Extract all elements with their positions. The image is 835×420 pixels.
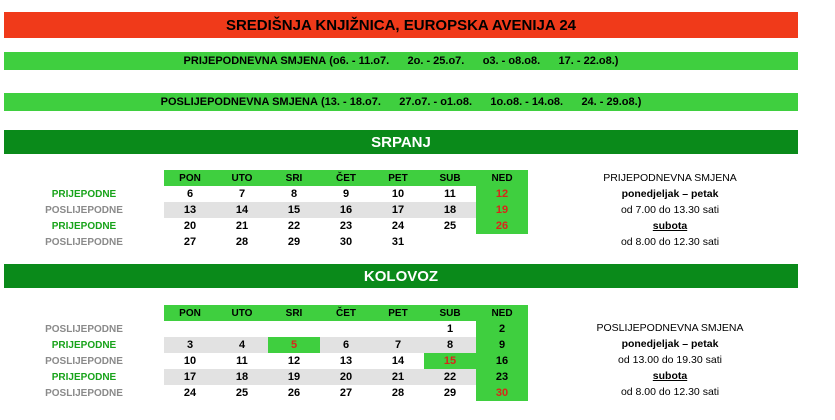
day-cell: 10: [183, 355, 197, 367]
am-shift-label: PRIJEPODNEVNA SMJENA: [183, 55, 327, 67]
day-cell: 2: [476, 321, 528, 337]
day-cell: 24: [391, 220, 405, 232]
shift-label: PRIJEPODNE: [51, 371, 117, 383]
day-cell: 20: [183, 220, 197, 232]
day-cell: 27: [183, 236, 197, 248]
day-cell-empty: [216, 321, 268, 337]
hours-info-august: [570, 320, 770, 400]
weekday-tue: UTO: [216, 170, 268, 186]
day-cell: 25: [235, 387, 249, 399]
week-row: [4, 369, 528, 385]
shift-label: POSLIJEPODNE: [45, 236, 123, 248]
info-weekdays-hours: od 7.00 do 13.30 sati: [620, 204, 720, 216]
day-cell: 3: [164, 337, 216, 353]
day-cell: 22: [287, 220, 301, 232]
day-cell: 11: [444, 188, 456, 200]
am-period-1: (o6. - 11.o7.: [329, 55, 390, 67]
day-cell-empty: [320, 321, 372, 337]
info-weekdays-label: ponedjeljak – petak: [621, 338, 719, 350]
weekday-fri: PET: [372, 170, 424, 186]
week-row: [4, 234, 528, 250]
day-cell: 29: [443, 387, 457, 399]
day-cell: 18: [424, 202, 476, 218]
week-row: [4, 385, 528, 401]
day-cell: 11: [236, 355, 248, 367]
weekday-thu: ČET: [320, 305, 372, 321]
info-weekdays-label: ponedjeljak – petak: [621, 188, 719, 200]
week-row: [4, 202, 528, 218]
day-cell: 9: [476, 337, 528, 353]
day-cell: 9: [342, 188, 350, 200]
day-cell: 8: [424, 337, 476, 353]
day-cell-empty: [268, 321, 320, 337]
am-period-2: 2o. - 25.o7.: [407, 55, 465, 67]
week-row: [4, 353, 528, 369]
day-cell: 4: [216, 337, 268, 353]
week-row: [4, 321, 528, 337]
page-title: SREDIŠNJA KNJIŽNICA, EUROPSKA AVENIJA 24: [4, 12, 798, 38]
day-cell-empty: [476, 234, 528, 250]
corner-cell: [4, 170, 164, 186]
shift-label: POSLIJEPODNE: [45, 204, 123, 216]
day-cell: 10: [391, 188, 405, 200]
shift-label: PRIJEPODNE: [51, 339, 117, 351]
shift-label: POSLIJEPODNE: [45, 323, 123, 335]
day-cell: 25: [443, 220, 457, 232]
day-cell: 19: [268, 369, 320, 385]
day-cell: 20: [320, 369, 372, 385]
info-weekdays-hours: od 13.00 do 19.30 sati: [618, 354, 722, 366]
weekday-tue: UTO: [216, 305, 268, 321]
shift-label: POSLIJEPODNE: [45, 387, 123, 399]
info-saturday-hours: od 8.00 do 12.30 sati: [620, 386, 720, 398]
day-cell: 16: [320, 202, 372, 218]
day-cell-closed: 12: [476, 186, 528, 202]
weekday-wed: SRI: [268, 170, 320, 186]
pm-shift-banner: [4, 93, 798, 111]
week-row: [4, 186, 528, 202]
month-header-july: SRPANJ: [4, 130, 798, 154]
shift-label: PRIJEPODNE: [51, 220, 117, 232]
weekday-header-row: [4, 170, 528, 186]
day-cell: 22: [424, 369, 476, 385]
corner-cell: [4, 305, 164, 321]
weekday-wed: SRI: [268, 305, 320, 321]
day-cell-closed: 26: [476, 218, 528, 234]
day-cell: 16: [476, 353, 528, 369]
day-cell: 13: [339, 355, 353, 367]
info-heading: PRIJEPODNEVNA SMJENA: [603, 172, 737, 184]
weekday-sat: SUB: [424, 305, 476, 321]
day-cell: 13: [164, 202, 216, 218]
weekday-mon: PON: [164, 305, 216, 321]
calendar-august: [4, 305, 528, 401]
day-cell: 8: [290, 188, 298, 200]
pm-period-4: 24. - 29.o8.): [581, 96, 642, 108]
week-row: [4, 337, 528, 353]
info-saturday-label: subota: [652, 370, 688, 382]
weekday-fri: PET: [372, 305, 424, 321]
day-cell: 14: [391, 355, 405, 367]
day-cell: 18: [216, 369, 268, 385]
weekday-sat: SUB: [424, 170, 476, 186]
day-cell: 21: [235, 220, 249, 232]
day-cell: 29: [287, 236, 301, 248]
day-cell: 14: [216, 202, 268, 218]
week-row: [4, 218, 528, 234]
day-cell: 31: [391, 236, 405, 248]
weekday-mon: PON: [164, 170, 216, 186]
day-cell: 27: [339, 387, 353, 399]
day-cell: 6: [186, 188, 194, 200]
day-cell: 6: [320, 337, 372, 353]
day-cell: 7: [372, 337, 424, 353]
info-saturday-label: subota: [652, 220, 688, 232]
shift-label: POSLIJEPODNE: [45, 355, 123, 367]
shift-label: PRIJEPODNE: [51, 188, 117, 200]
pm-period-2: 27.o7. - o1.o8.: [399, 96, 472, 108]
info-heading: POSLIJEPODNEVNA SMJENA: [596, 322, 744, 334]
day-cell-empty: [424, 234, 476, 250]
day-cell: 15: [268, 202, 320, 218]
day-cell-holiday: 5: [268, 337, 320, 353]
pm-shift-label: POSLIJEPODNEVNA SMJENA: [160, 96, 318, 108]
weekday-header-row: [4, 305, 528, 321]
day-cell: 17: [164, 369, 216, 385]
weekday-thu: ČET: [320, 170, 372, 186]
day-cell: 23: [339, 220, 353, 232]
am-shift-banner: [4, 52, 798, 70]
month-header-august: KOLOVOZ: [4, 264, 798, 288]
day-cell: 28: [391, 387, 405, 399]
hours-info-july: [570, 170, 770, 250]
day-cell: 28: [235, 236, 249, 248]
pm-period-1: (13. - 18.o7.: [320, 96, 381, 108]
day-cell: 1: [446, 323, 454, 335]
day-cell: 26: [287, 387, 301, 399]
calendar-july: [4, 170, 528, 250]
info-saturday-hours: od 8.00 do 12.30 sati: [620, 236, 720, 248]
day-cell: 24: [183, 387, 197, 399]
day-cell-closed: 30: [476, 385, 528, 401]
day-cell-empty: [164, 321, 216, 337]
day-cell: 21: [372, 369, 424, 385]
day-cell-holiday: 15: [424, 353, 476, 369]
day-cell: 17: [372, 202, 424, 218]
am-period-4: 17. - 22.o8.): [558, 55, 619, 67]
am-period-3: o3. - o8.o8.: [482, 55, 541, 67]
day-cell-empty: [372, 321, 424, 337]
weekday-sun: NED: [476, 170, 528, 186]
pm-period-3: 1o.o8. - 14.o8.: [490, 96, 564, 108]
day-cell: 12: [287, 355, 301, 367]
weekday-sun: NED: [476, 305, 528, 321]
day-cell-closed: 19: [476, 202, 528, 218]
day-cell: 7: [238, 188, 246, 200]
day-cell: 30: [339, 236, 353, 248]
day-cell: 23: [476, 369, 528, 385]
